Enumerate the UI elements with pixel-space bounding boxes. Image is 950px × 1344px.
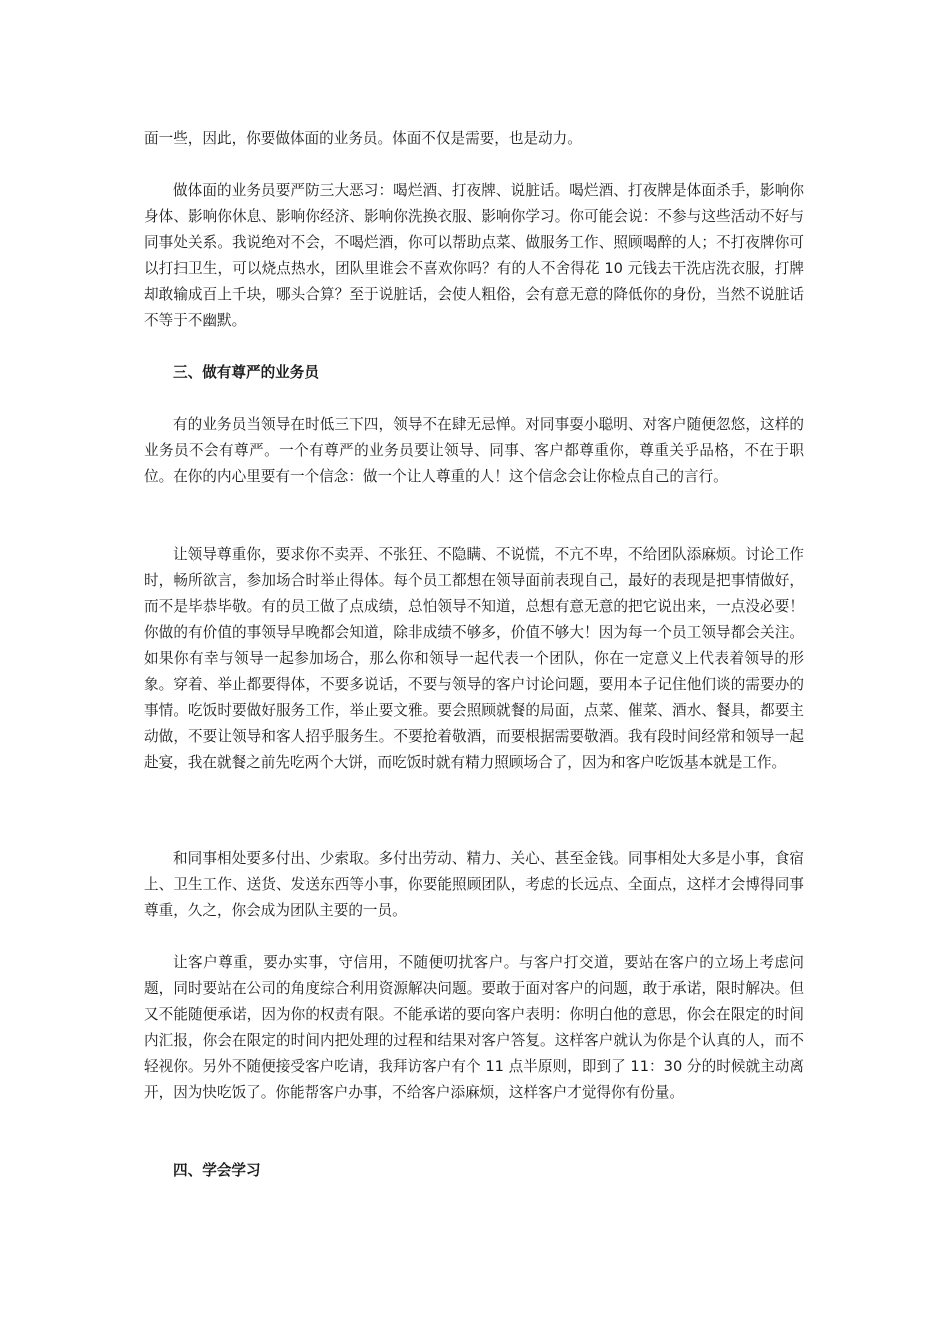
paragraph-6: 让客户尊重，要办实事，守信用，不随便叨扰客户。与客户打交道，要站在客户的立场上考虑问题，同时要站在公司的角度综合利用资源解决问题。要敢于面对客户的问题，敢于承诺，限时解决。但又不能随便承诺，因为你的权责有限。不能承诺的要向客户表明：你明白他的意思，你会在限定的时间内汇报，你会在限定的时间内把处理的过程和结果对客户答复。这样客户就认为你是个认真的人，而不轻视你。另外不随便接受客户吃请，我拜访客户有个 11 点半原则，即到了 11：30 分的时候就主动离开，因为快吃饭了。你能帮客户办事，不给客户添麻烦，这样客户才觉得你有份量。 xyxy=(144,954,804,1101)
section-heading-3: 三、做有尊严的业务员 xyxy=(173,364,319,381)
paragraph-5: 和同事相处要多付出、少索取。多付出劳动、精力、关心、甚至金钱。同事相处大多是小事，食宿上、卫生工作、送货、发送东西等小事，你要能照顾团队，考虑的长远点、全面点，这样才会博得同事尊重，久之，你会成为团队主要的一员。 xyxy=(144,850,804,919)
paragraph-4: 让领导尊重你，要求你不卖弄、不张狂、不隐瞒、不说慌，不亢不卑，不给团队添麻烦。讨论工作时，畅所欲言，参加场合时举止得体。每个员工都想在领导面前表现自己，最好的表现是把事情做好，而不是毕恭毕敬。有的员工做了点成绩，总怕领导不知道，总想有意无意的把它说出来，一点没必要！你做的有价值的事领导早晚都会知道，除非成绩不够多，价值不够大！因为每一个员工领导都会关注。如果你有幸与领导一起参加场合，那么你和领导一起代表一个团队，你在一定意义上代表着领导的形象。穿着、举止都要得体，不要多说话，不要与领导的客户讨论问题，要用本子记住他们谈的需要办的事情。吃饭时要做好服务工作，举止要文雅。要会照顾就餐的局面，点菜、催菜、酒水、餐具，都要主动做，不要让领导和客人招乎服务生。不要抢着敬酒，而要根据需要敬酒。我有段时间经常和领导一起赴宴，我在就餐之前先吃两个大饼，而吃饭时就有精力照顾场合了，因为和客户吃饭基本就是工作。 xyxy=(144,546,804,771)
section-heading-4: 四、学会学习 xyxy=(173,1162,261,1179)
paragraph-1: 面一些，因此，你要做体面的业务员。体面不仅是需要，也是动力。 xyxy=(144,130,582,147)
paragraph-2: 做体面的业务员要严防三大恶习：喝烂酒、打夜牌、说脏话。喝烂酒、打夜牌是体面杀手，影响你身体、影响你休息、影响你经济、影响你洗换衣服、影响你学习。你可能会说：不参与这些活动不好与同事处关系。我说绝对不会，不喝烂酒，你可以帮助点菜、做服务工作、照顾喝醉的人；不打夜牌你可以打扫卫生，可以烧点热水，团队里谁会不喜欢你吗？有的人不舍得花 10 元钱去干洗店洗衣服，打牌却敢输成百上千块，哪头合算？至于说脏话，会使人粗俗，会有意无意的降低你的身份，当然不说脏话不等于不幽默。 xyxy=(144,182,804,329)
paragraph-3: 有的业务员当领导在时低三下四，领导不在肆无忌惮。对同事耍小聪明、对客户随便忽悠，这样的业务员不会有尊严。一个有尊严的业务员要让领导、同事、客户都尊重你，尊重关乎品格，不在于职位。在你的内心里要有一个信念：做一个让人尊重的人！这个信念会让你检点自己的言行。 xyxy=(144,416,804,485)
